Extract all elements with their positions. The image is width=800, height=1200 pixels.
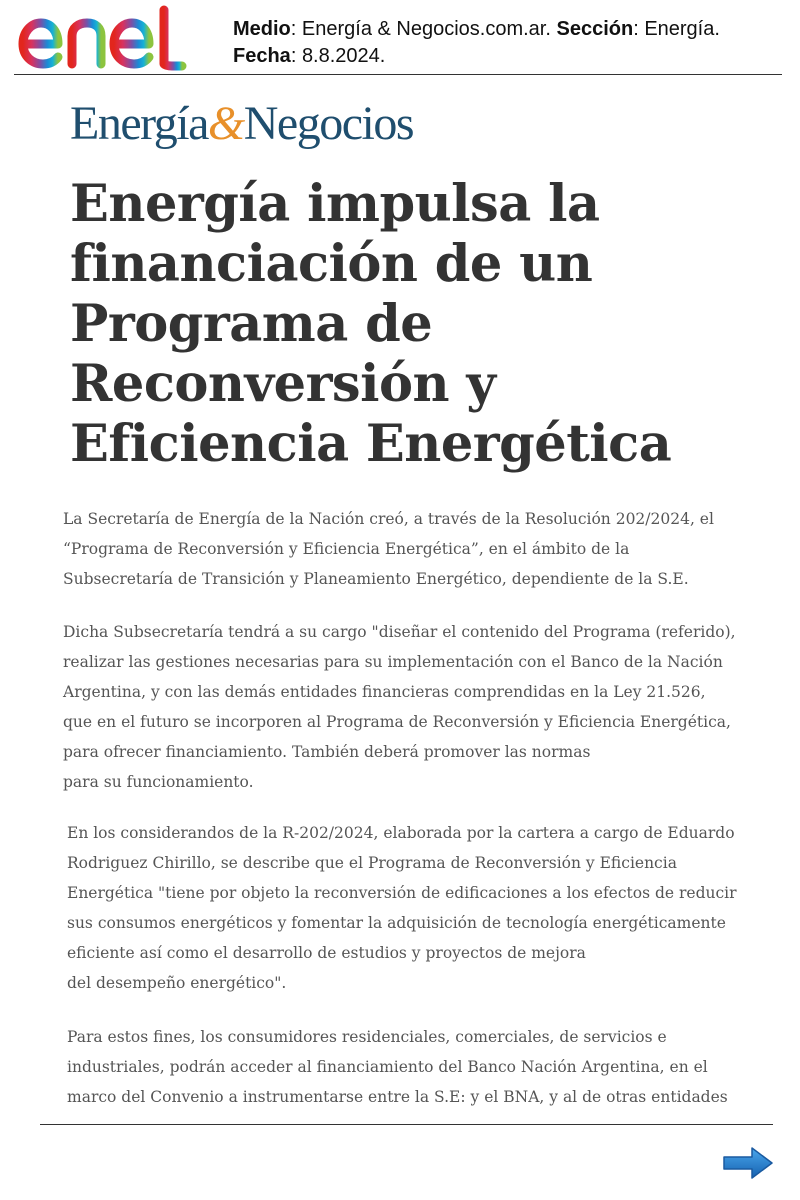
arrow-right-icon[interactable] (722, 1146, 774, 1180)
paragraph-line: para ofrecer financiamiento. También deberá promover las normas (63, 743, 591, 761)
paragraph-line: que en el futuro se incorporen al Programa de Reconversión y Eficiencia Energética, (63, 713, 731, 731)
header-divider (14, 74, 782, 75)
medio-label: Medio (233, 18, 291, 40)
paragraph-line: Subsecretaría de Transición y Planeamiento Energético, dependiente de la S.E. (63, 570, 689, 588)
seccion-label: Sección (556, 18, 634, 40)
paragraph-line: En los considerandos de la R-202/2024, elaborada por la cartera a cargo de Eduardo (67, 824, 735, 842)
paragraph-line: Argentina, y con las demás entidades financieras comprendidas en la Ley 21.526, (63, 683, 706, 701)
press-clipping-metadata: Medio: Energía & Negocios.com.ar. Sección: Energía. Fecha: 8.8.2024. (233, 18, 720, 67)
seccion-value: Energía. (644, 18, 720, 40)
enel-logo (14, 2, 194, 74)
masthead-part-1: Energía (70, 97, 208, 150)
paragraph-line: industriales, podrán acceder al financiamiento del Banco Nación Argentina, en el (67, 1058, 708, 1076)
article-headline: Energía impulsa la financiación de un Programa de Reconversión y Eficiencia Energética (70, 174, 672, 474)
article-paragraph-1 (63, 504, 763, 594)
paragraph-line: realizar las gestiones necesarias para su implementación con el Banco de la Nación (63, 653, 723, 671)
fecha-label: Fecha (233, 45, 291, 67)
paragraph-line: para su funcionamiento. (63, 773, 254, 791)
fecha-value: 8.8.2024. (301, 45, 386, 67)
paragraph-line: Dicha Subsecretaría tendrá a su cargo "diseñar el contenido del Programa (referido), (63, 623, 736, 641)
masthead-ampersand: & (207, 97, 244, 150)
medio-value: Energía & Negocios.com.ar. (301, 18, 551, 40)
paragraph-line: La Secretaría de Energía de la Nación creó, a través de la Resolución 202/2024, el (63, 510, 714, 528)
paragraph-line: Para estos fines, los consumidores residenciales, comerciales, de servicios e (67, 1028, 667, 1046)
publication-masthead (70, 92, 413, 156)
paragraph-line: Rodriguez Chirillo, se describe que el Programa de Reconversión y Eficiencia (67, 854, 677, 872)
masthead-part-2: Negocios (243, 97, 414, 150)
paragraph-line: marco del Convenio a instrumentarse entre la S.E: y el BNA, y al de otras entidades (67, 1088, 728, 1106)
paragraph-line: “Programa de Reconversión y Eficiencia Energética”, en el ámbito de la (63, 540, 630, 558)
article-paragraph-2 (63, 617, 763, 797)
paragraph-line: del desempeño energético". (67, 974, 287, 992)
article-paragraph-4 (67, 1022, 767, 1112)
paragraph-line: eficiente así como el desarrollo de estudios y proyectos de mejora (67, 944, 586, 962)
paragraph-line: Energética "tiene por objeto la reconversión de edificaciones a los efectos de reducir (67, 884, 737, 902)
paragraph-line: sus consumos energéticos y fomentar la adquisición de tecnología energéticamente (67, 914, 726, 932)
article-paragraph-3 (67, 818, 767, 998)
footer-divider (40, 1124, 773, 1125)
